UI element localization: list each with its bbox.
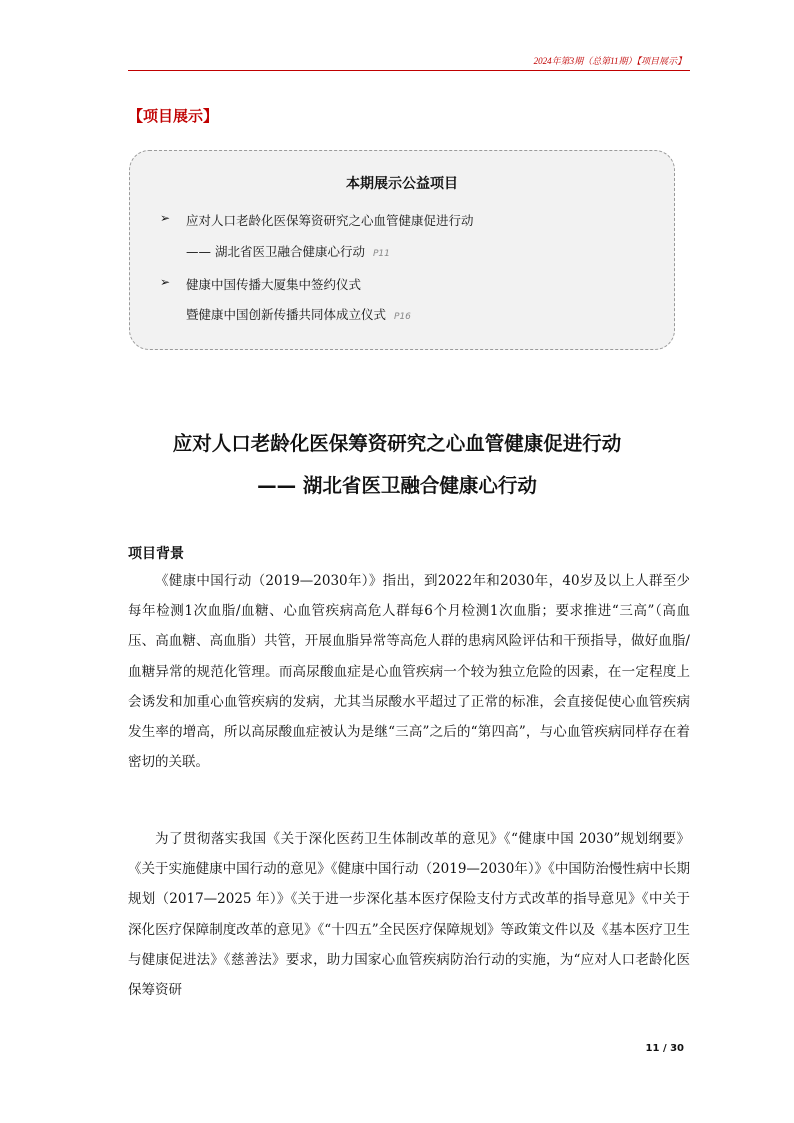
article-subtitle: —— 湖北省医卫融合健康心行动 bbox=[257, 474, 537, 497]
toc-item-2-line1: 健康中国传播大厦集中签约仪式 bbox=[186, 277, 362, 292]
paragraph: 为了贯彻落实我国《关于深化医药卫生体制改革的意见》《“健康中国 2030”规划纲要》《关于实施健康中国行动的意见》《健康中国行动（2019—2030年）》《中国防治慢性病中长期规划（2017—2025 年）》《关于进一步深化基本医疗保险支付方式改革的指导意见》《中关于深化医疗保障制度改革的意见》《“十四五”全民医疗保障规划》等政策文件以及《基本医疗卫生与健康促进法》《慈善法》要求，助力国家心血管疾病防治行动的实施，为“应对人口老龄化医保筹资研 bbox=[128, 831, 690, 999]
toc-item-2-subtitle: 暨健康中国创新传播共同体成立仪式 bbox=[186, 307, 387, 322]
toc-box-title: 本期展示公益项目 bbox=[346, 176, 458, 192]
toc-item-2-line2 bbox=[186, 305, 411, 323]
section-heading: 项目背景 bbox=[128, 546, 184, 562]
paragraph: 《健康中国行动（2019—2030年）》指出，到2022年和2030年，40岁及以上人群至少每年检测1次血脂/血糖、心血管疾病高危人群每6个月检测1次血脂；要求推进“三高”（高血压、高血糖、高血脂）共管，开展血脂异常等高危人群的患病风险评估和干预指导，做好血脂/血糖异常的规范化管理。而高尿酸血症是心血管疾病一个较为独立危险的因素，在一定程度上会诱发和加重心血管疾病的发病，尤其当尿酸水平超过了正常的标准，会直接促使心血管疾病发生率的增高，所以高尿酸血症被认为是继“三高”之后的“第四高”，与心血管疾病同样存在着密切的关联。 bbox=[128, 573, 690, 771]
toc-item-1-page: P11 bbox=[372, 249, 390, 259]
toc-bullet-icon: ➢ bbox=[160, 275, 171, 289]
toc-box bbox=[129, 150, 675, 350]
section-tag: 【项目展示】 bbox=[128, 107, 219, 125]
header-rule bbox=[128, 70, 690, 71]
toc-item-1-line2 bbox=[186, 242, 390, 260]
toc-item-1-line1: 应对人口老龄化医保筹资研究之心血管健康促进行动 bbox=[186, 213, 474, 228]
toc-item-1-subtitle: —— 湖北省医卫融合健康心行动 bbox=[186, 244, 365, 259]
toc-bullet-icon: ➢ bbox=[160, 211, 171, 225]
toc-item-2-page: P16 bbox=[394, 312, 411, 322]
page-number: 11 / 30 bbox=[645, 1043, 684, 1054]
running-head: 2024年第3期（总第11期）【项目展示】 bbox=[533, 56, 686, 66]
article-title: 应对人口老龄化医保筹资研究之心血管健康促进行动 bbox=[172, 432, 622, 455]
